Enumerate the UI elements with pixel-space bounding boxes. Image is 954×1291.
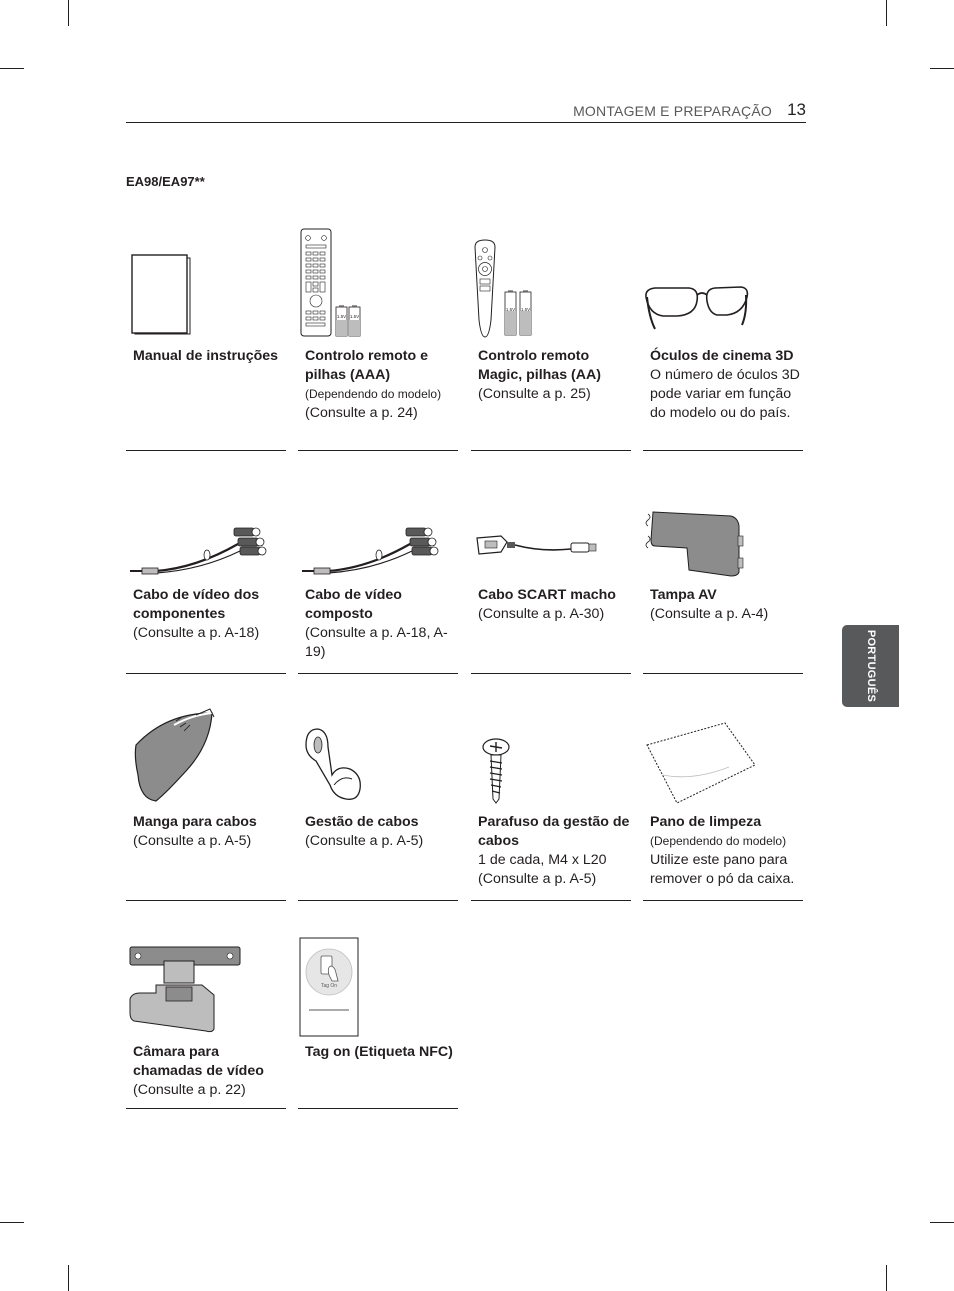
item-note: (Dependendo do modelo) — [305, 387, 442, 401]
item-detail: Utilize este pano para remover o pó da caixa. — [650, 852, 795, 887]
scart-cable-icon — [471, 500, 631, 590]
cable-management-icon — [298, 705, 458, 810]
item-detail: (Consulte a p. A-5) — [133, 833, 252, 849]
item-detail: (Consulte a p. A-4) — [650, 606, 769, 622]
item-cable-screw — [471, 705, 631, 901]
item-detail: (Consulte a p. 25) — [478, 386, 591, 402]
svg-text:1.5V: 1.5V — [520, 307, 531, 312]
language-tab-label: PORTUGUÊS — [864, 629, 877, 703]
item-nfc-tag — [298, 935, 458, 1109]
model-label: EA98/EA97** — [126, 174, 205, 189]
item-name: Controlo remoto Magic, pilhas (AA) — [478, 348, 601, 383]
page-header — [126, 100, 806, 123]
crop-mark — [930, 68, 954, 69]
item-detail: (Consulte a p. 24) — [305, 405, 418, 421]
item-name: Controlo remoto e pilhas (AAA) — [305, 348, 428, 383]
item-detail: (Consulte a p. 22) — [133, 1082, 246, 1098]
item-name: Tag on (Etiqueta NFC) — [305, 1044, 453, 1060]
item-detail: (Consulte a p. A-18) — [133, 625, 260, 641]
item-name: Cabo de vídeo dos componentes — [133, 587, 260, 622]
item-note: (Dependendo do modelo) — [650, 834, 787, 848]
item-detail: (Consulte a p. A-18, A-19) — [305, 625, 448, 660]
item-remote-control — [298, 225, 458, 451]
item-scart-cable — [471, 500, 631, 674]
crop-mark — [0, 68, 24, 69]
crop-mark — [68, 0, 69, 26]
item-detail: O número de óculos 3D pode variar em função do modelo ou do país. — [650, 367, 800, 421]
item-cable-management — [298, 705, 458, 901]
item-name: Manga para cabos — [133, 814, 257, 830]
item-name: Gestão de cabos — [305, 814, 419, 830]
crop-mark — [886, 1265, 887, 1291]
item-detail: (Consulte a p. A-5) — [305, 833, 424, 849]
screw-icon — [471, 705, 631, 810]
3d-glasses-icon — [643, 225, 803, 343]
item-av-cover — [643, 500, 803, 674]
item-name: Cabo de vídeo composto — [305, 587, 402, 622]
item-video-camera — [126, 935, 286, 1109]
item-magic-remote — [471, 225, 631, 451]
cleaning-cloth-icon — [643, 705, 803, 810]
page-number: 13 — [787, 100, 806, 119]
magic-remote-icon — [471, 225, 631, 343]
item-name: Óculos de cinema 3D — [650, 348, 794, 364]
item-name: Parafuso da gestão de cabos — [478, 814, 630, 849]
item-detail: (Consulte a p. A-30) — [478, 606, 605, 622]
cable-holder-icon — [126, 705, 286, 810]
composite-cable-icon — [298, 500, 458, 590]
item-component-cable — [126, 500, 286, 674]
svg-text:1.5V: 1.5V — [336, 314, 347, 319]
item-cleaning-cloth — [643, 705, 803, 901]
nfc-tag-icon — [298, 935, 458, 1040]
item-detail: (Consulte a p. A-5) — [478, 871, 597, 887]
crop-mark — [930, 1222, 954, 1223]
item-detail: 1 de cada, M4 x L20 — [478, 852, 607, 868]
item-composite-cable — [298, 500, 458, 674]
item-cable-holder — [126, 705, 286, 901]
manual-icon — [126, 225, 286, 343]
video-camera-icon — [126, 935, 286, 1040]
av-cover-icon — [643, 500, 803, 590]
item-3d-glasses — [643, 225, 803, 451]
item-name: Manual de instruções — [133, 348, 279, 364]
item-name: Cabo SCART macho — [478, 587, 616, 603]
battery-icon — [505, 290, 531, 335]
svg-text:1.5V: 1.5V — [505, 307, 516, 312]
crop-mark — [68, 1265, 69, 1291]
section-title: MONTAGEM E PREPARAÇÃO — [573, 103, 772, 119]
item-name: Câmara para chamadas de vídeo — [133, 1044, 264, 1079]
crop-mark — [886, 0, 887, 26]
remote-control-icon — [298, 225, 458, 343]
crop-mark — [0, 1222, 24, 1223]
svg-text:1.5V: 1.5V — [349, 314, 360, 319]
language-tab[interactable] — [842, 625, 899, 707]
battery-icon — [336, 305, 360, 336]
item-owners-manual — [126, 225, 286, 451]
item-name: Pano de limpeza — [650, 814, 762, 830]
component-cable-icon — [126, 500, 286, 590]
item-name: Tampa AV — [650, 587, 717, 603]
svg-text:Tag On: Tag On — [320, 983, 338, 989]
